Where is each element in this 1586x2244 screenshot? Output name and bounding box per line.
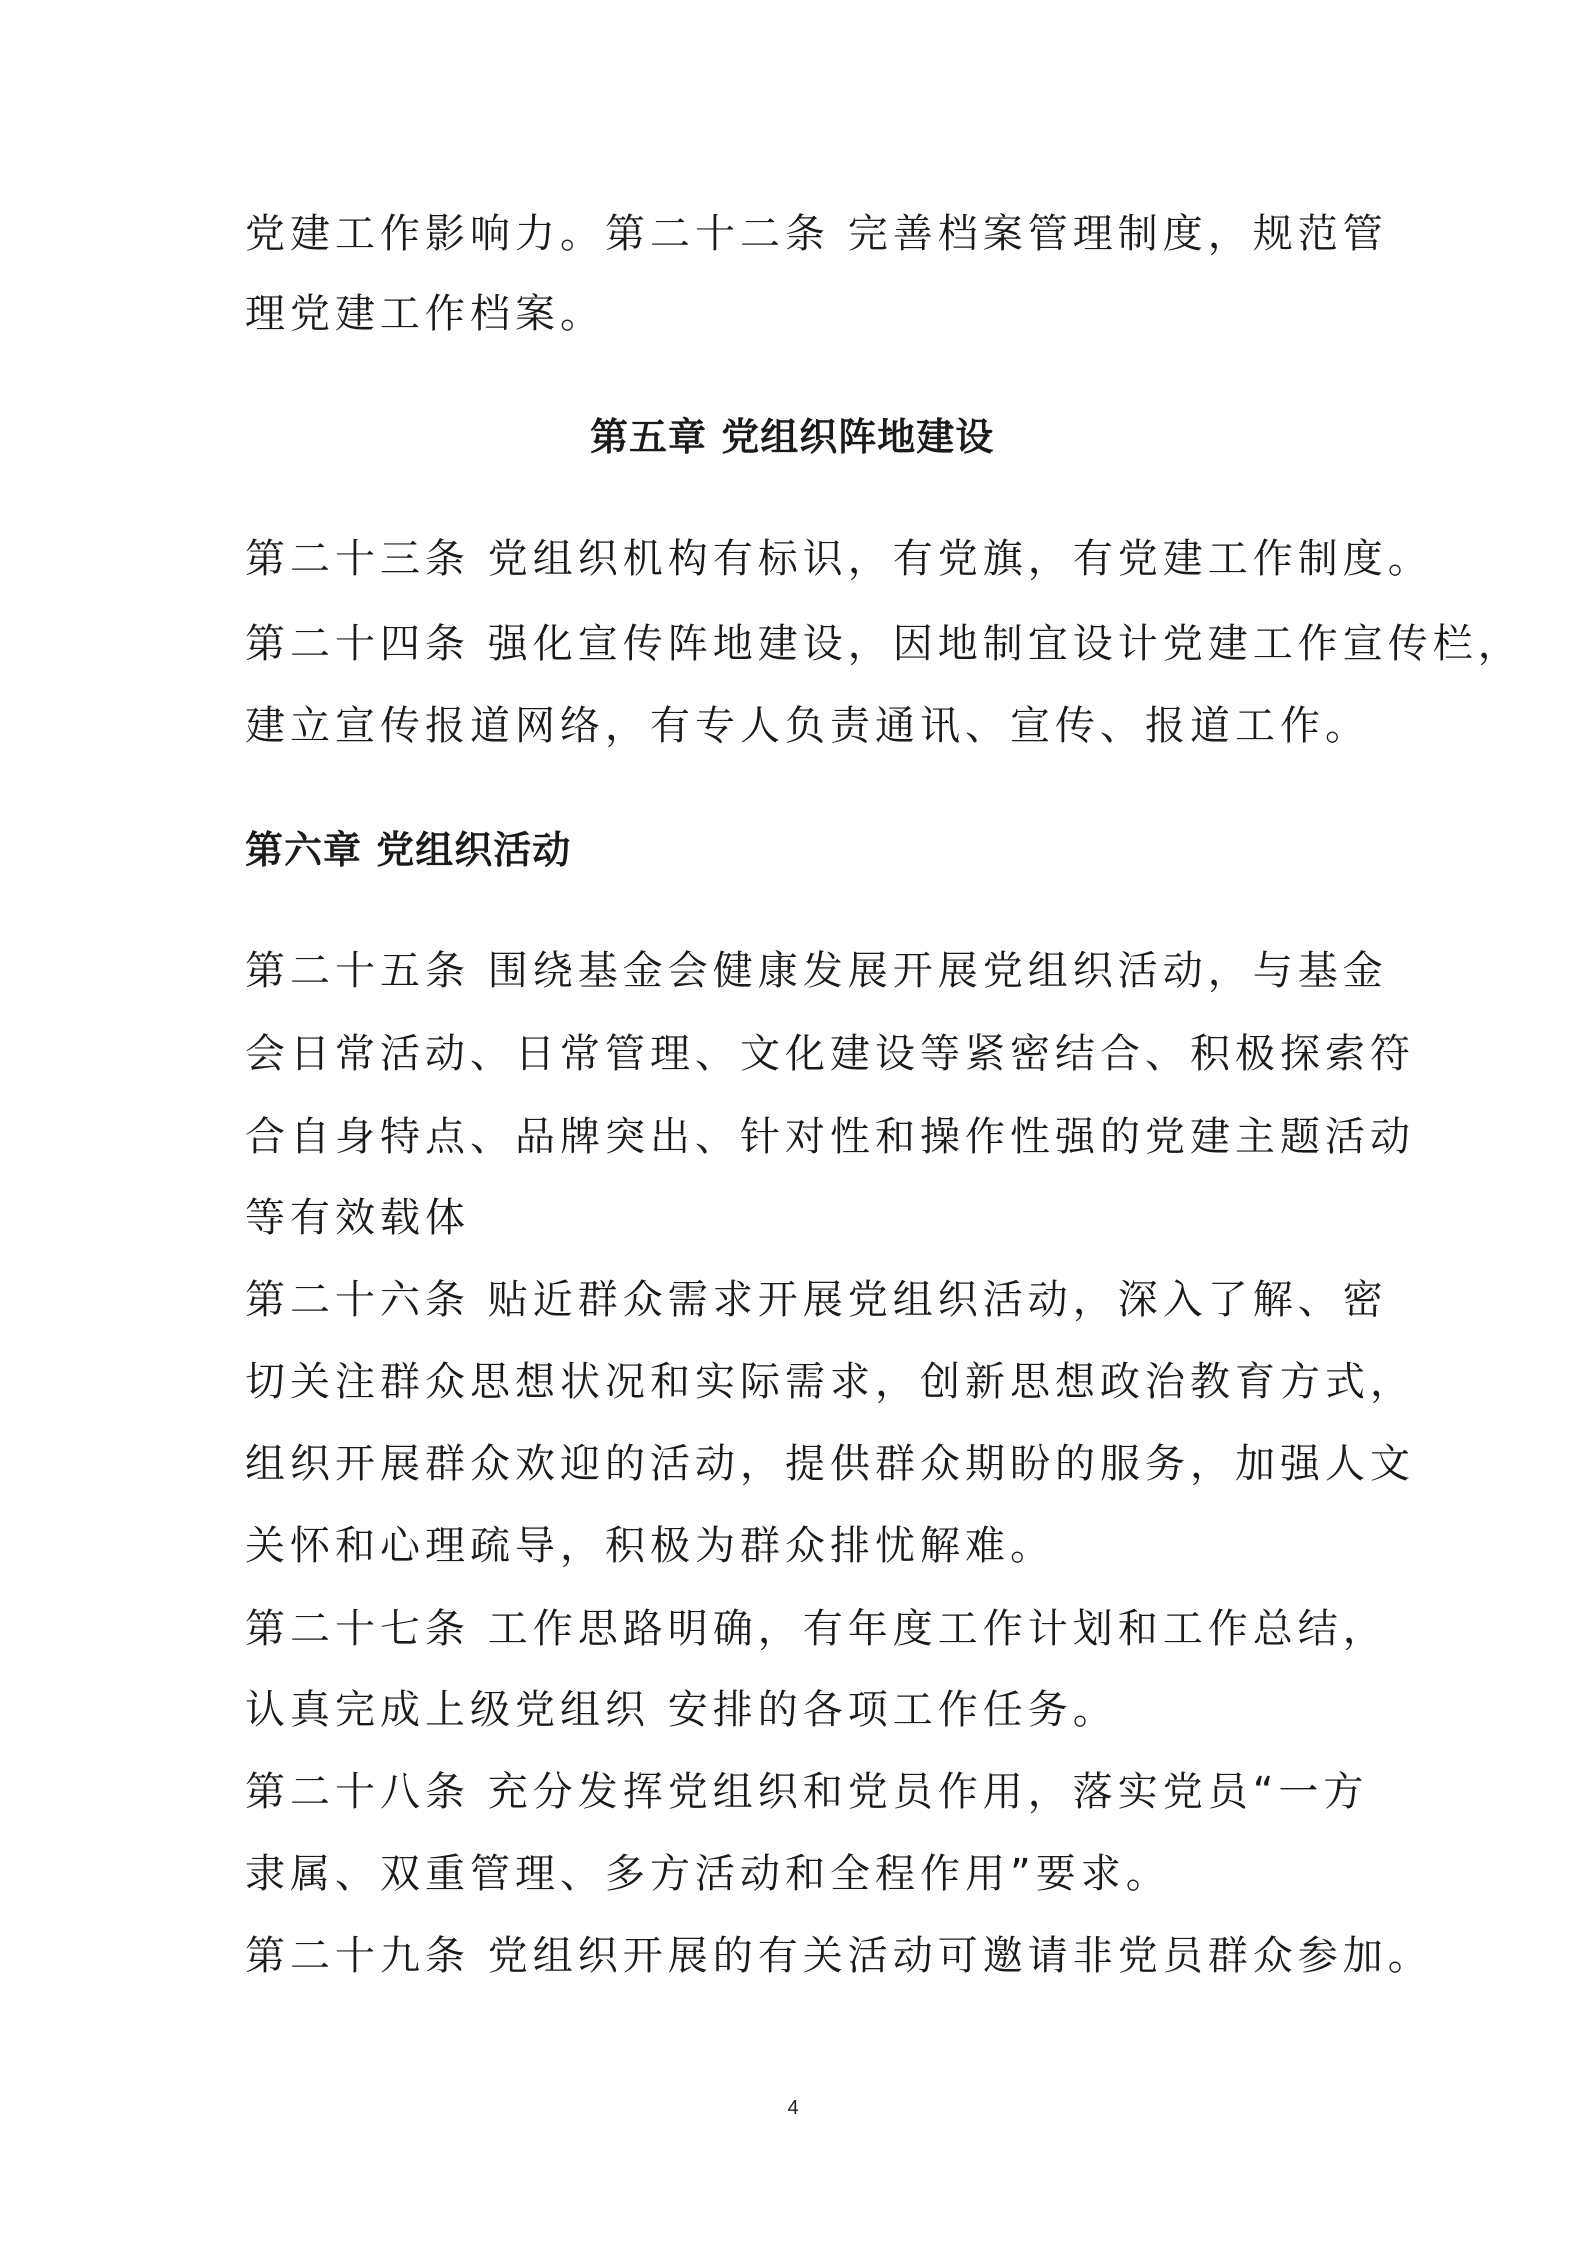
article-26-line: 组织开展群众欢迎的活动，提供群众期盼的服务，加强人文 — [245, 1441, 1415, 1487]
page-number: 4 — [787, 2097, 799, 2119]
article-25-line: 会日常活动、日常管理、文化建设等紧密结合、积极探索符 — [245, 1031, 1415, 1077]
article-29-line: 第二十九条 党组织开展的有关活动可邀请非党员群众参加。 — [245, 1933, 1433, 1979]
article-25-line: 等有效载体 — [245, 1195, 470, 1241]
article-24-line: 建立宣传报道网络，有专人负责通讯、宣传、报道工作。 — [245, 703, 1370, 749]
article-26-line: 第二十六条 贴近群众需求开展党组织活动，深入了解、密 — [245, 1277, 1388, 1323]
article-24-line: 第二十四条 强化宣传阵地建设，因地制宜设计党建工作宣传栏， — [245, 621, 1523, 667]
body-text-line: 理党建工作档案。 — [245, 291, 605, 337]
article-28-line: 隶属、双重管理、多方活动和全程作用”要求。 — [245, 1851, 1171, 1897]
chapter-5-heading: 第五章 党组织阵地建设 — [590, 415, 995, 459]
article-25-line: 第二十五条 围绕基金会健康发展开展党组织活动，与基金 — [245, 948, 1388, 994]
article-26-line: 切关注群众思想状况和实际需求，创新思想政治教育方式， — [245, 1359, 1415, 1405]
article-23-line: 第二十三条 党组织机构有标识，有党旗，有党建工作制度。 — [245, 536, 1433, 582]
chapter-6-heading: 第六章 党组织活动 — [245, 828, 572, 872]
article-28-line: 第二十八条 充分发挥党组织和党员作用，落实党员“一方 — [245, 1769, 1369, 1815]
article-27-line: 第二十七条 工作思路明确，有年度工作计划和工作总结， — [245, 1606, 1388, 1652]
article-26-line: 关怀和心理疏导，积极为群众排忧解难。 — [245, 1523, 1055, 1569]
body-text-line: 党建工作影响力。第二十二条 完善档案管理制度，规范管 — [245, 211, 1388, 257]
article-25-line: 合自身特点、品牌突出、针对性和操作性强的党建主题活动 — [245, 1114, 1415, 1160]
article-27-line: 认真完成上级党组织 安排的各项工作任务。 — [245, 1687, 1118, 1733]
